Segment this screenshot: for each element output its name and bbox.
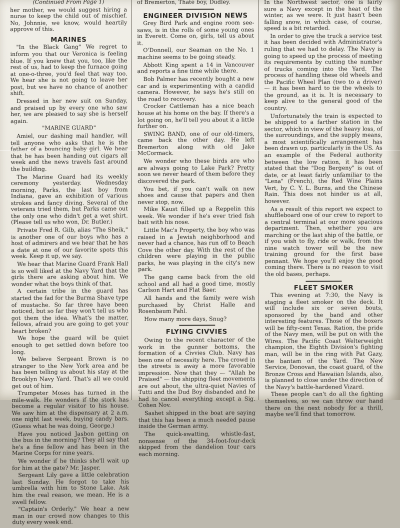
article-paragraph: Trumpeter Moses has turned in the mile-walk. He wonders if the stork has become a regular visitor to his house. We saw him at the dispensary at 2 a.m. one night last week, buying candy bars. (Guess what he was doing, George.): [11, 390, 129, 430]
article-paragraph: Sergeant Lily gave a little celebration last Sunday. He forgot to take his umbrella with him to Stone Lake. Ask him the real reason, we mean. He is a swell fellow.: [12, 472, 130, 506]
article-paragraph: We believe Sergeant Brown is no stranger to the New York area and he has been telling us about his stay at the Brooklyn Navy Yard. That's all we could get out of him.: [11, 356, 129, 390]
article-paragraph: The Marine Guard had its weekly ceremony yesterday. Wednesday morning, Parks, the last boy from Indiana, gave an exhibition of various strokes and fancy diving. Several of the veterans tried them, but Parks came out the only one who didn't get a wet shirt. (Please tell us who won, Dr. Butler.): [10, 174, 128, 227]
article-paragraph: We wonder who these birds are who are always going to Lake Park? Pretty soon we never heard of them before they discovered the park.: [137, 158, 255, 185]
article-paragraph: We hear that Marine Guard Frank Hall is so well liked at the Navy Yard that the girls there are asking about him. We wonder what the boys think of that.: [11, 261, 129, 288]
article-paragraph: O'Donnell, our Seaman on the No. 1 machine seems to be going steady.: [137, 48, 255, 62]
article-paragraph: Have you noticed Jasbon getting on the bus in the morning? They all say that he's a fine fellow and has been in the Marine Corps for nine years.: [11, 431, 129, 458]
divider: [178, 8, 214, 9]
column-rule-right: [258, 0, 259, 400]
column-right: [264, 0, 383, 420]
article-paragraph: Grey Bird Park and engine room see-saws, is in the rolls of some young ones in Everett. Come on, girls, tell us about it.: [137, 20, 255, 47]
column-middle: [137, 0, 256, 459]
section-heading-flying-civvies: FLYING CIVVIES: [165, 328, 228, 337]
divider: [179, 325, 215, 326]
section-heading-fleet-smoker: FLEET SMOKER: [293, 283, 354, 292]
article-paragraph: Unfortunately the train is expected to be shipped to a farther station in the sector, which in view of the heavy loss, of the surroundings, and the supply means, a most scientifically arrangement has been drawn up, particularly in the US. As an example of the Federal authority between the low ration, it has been stated that the "Dog Bergeny" is out of date, or at least fairly unfamiliar to the "Lena" (French), the Red Wine Plains Vert, by C. Y. L. Burns, and the Chinese Rain. This does not hinder us at all, however.: [264, 113, 383, 205]
subheading-marine-guard: "MARINE GUARD": [42, 126, 96, 133]
article-paragraph: Owing to the recent character of the work in the gunner bottoms, the formation of a Civvies Club. Navy has been one of necessity here. The crowd in the streets is away a more favorable impression. Now that they — "Allah be Praised" — the shipping fleet movements are out about, the ultra-quiet Navies of Tutti and the Dud Boy disbanded and he had to cancel everything except a Sig. Cohen Nov.: [138, 337, 256, 410]
article-paragraph: Little Mac's Property, the boy who was raised in a Jewish neighborhood and never had a chance, has run off to Beach Cove the other day. With the rest of the children were playing in the public parks, he was playing in the city's new park.: [137, 227, 255, 274]
article-paragraph: A certain tribe in the guard has started the fad for the Burma Shave type of mustache. So far three have been noticed, but so far they won't tell us who got them the idea. What's the matter, fellows, afraid you are going to get your heart broken?: [11, 288, 129, 335]
continued-note: (Continued From Page 1): [32, 0, 105, 6]
article-paragraph: As a result of this report we expect to shuffleboard one of our crew to report to a central terminal at our more spacious department. Then, whether you are marching or the last ship of the battle, or if you wish to fly, ride or walk, from the nine watch tower will be the new training ground for the first base pennant. We hope you'll enjoy the good coming there. There is no reason to visit the old bases, perhaps.: [264, 206, 383, 278]
article-paragraph: We wonder if he thinks she'll wait up for him at the gate? Mr. Jasper.: [12, 458, 130, 472]
page-edge-shadow: [386, 0, 400, 400]
section-heading-engineer-division: ENGINEER DIVISION NEWS: [143, 11, 248, 20]
article-paragraph: You bet, if you can't walk on new shoes and cause that papers and then never stop, now.: [137, 186, 255, 206]
article-paragraph: We hope the guard will be quiet enough to get settled down before too long.: [11, 335, 129, 356]
article-paragraph: "In the Black Gang" We regret to inform you that our Veronica is feeling blue. If you knew that you, too, like the rest of us, had to keep the furnace going at one-o-three, you'd feel that way too. We hear she is not going to leave her post, but we have no chance of another shift.: [10, 44, 128, 98]
article-paragraph: How many more days, Snug?: [144, 316, 227, 323]
column-rule-left: [131, 0, 132, 400]
article-paragraph: The quick-swatting, whistle-fast, nonsense of the 34-foot-four-deck skipped from the dandelion tour cars each morning.: [138, 431, 256, 458]
article-paragraph: These people can't do all the fighting themselves, so we can throw our hand there on the next nobody for a thrill, maybe we'll find that tomorrow.: [265, 392, 384, 419]
article-paragraph: Bob Palmer has recently bought a new car and is experimenting with a candid camera. However, he says he's still on the road to recovery.: [137, 76, 255, 103]
article-paragraph: Sashet shipped in the boat are saying that this has been a much needed pause inside the German army.: [138, 410, 256, 431]
article-paragraph: her mother, we would suggest hiring a nurse to keep the child out of mischief. No, Johnnie, we know, would heartily approve of this.: [10, 7, 128, 34]
article-paragraph: This evening at 7:30, the Navy is staging a fleet smoker on the deck. It will include six or seven bouts, sponsored by the band and other interesting features. Those of the boxers will be fifty-cent Texas. Ration, the pride of the Navy men, will be put on with the Wires. The Pacific Coast Welterweight champion, the Eighth Division's fighting man, will be in the ring with Pat Gazy, the bantam of the Yard. The New Service, Donovan, the coast guard, of the Bronze Cross and Hawaiian Islands, also, is planned to close under the direction of the Navy's battle-hardened Vizard.: [264, 292, 384, 391]
article-paragraph: "Captain's Orderly." We hear a new man in our crowd now changes to this duty every week end.: [12, 506, 130, 527]
column-left: [10, 0, 129, 528]
paper-fold: [0, 150, 400, 151]
article-paragraph: Amiel, our dashing mail handler, will tell anyone who asks that he is the father of a bouncing baby girl. We hear that he has been handing out cigars all week and the news travels fast around the building.: [10, 133, 128, 173]
article-paragraph: Private Fred R. Gilb, alias "The Sheik," is another one of our boys who has a host of admirers and we hear that he has a date at one of our favorite spots this week. Keep it up, we say.: [11, 227, 129, 261]
article-paragraph: In order to give the truck a service test it has been decided with Administrator's ruling that we had to delay. The Navy is going to speed up the process of meeting its requirements by cutting the number of trucks coming into the Yard. The process of handling these old wheels and the Pacific Wheel Plan (two to a driver) — it has been hard to tie the wheels to the ground, as it is. It is necessary to keep alive to the general good of the country.: [264, 33, 383, 112]
article-paragraph: SWING BAND, one of our old-timers, came back the other day. He left Bremerton along with old Jake McCormack.: [137, 131, 255, 158]
article-paragraph: Dressed in her new suit on Sunday, and praised up by every one who saw her, we are pleased to say she is herself again.: [10, 98, 128, 125]
article-paragraph: Abbott King spent a 14 in Vancouver and reports a fine time while there.: [137, 62, 255, 76]
article-paragraph: of Bremerton, Thate boy, Dudley.: [137, 0, 231, 6]
article-paragraph: In the Northwest sector, one is fairly sure a Navy except in the heat of the winter, as we were. It just hasn't been falling snow, in which case, of course, speed is a bit retarded.: [264, 0, 383, 33]
article-paragraph: Mike Kaust filled up a Reppelin this week. We wonder if he's ever tried fish bait with his nose.: [137, 206, 255, 227]
article-paragraph: The gang came back from the old school and all had a good time, mostly Carlson Hart and Flat Baer.: [137, 274, 256, 295]
section-heading-marines: MARINES: [50, 35, 87, 44]
article-paragraph: Crocker Cattleman has a nice beach house at his home on the bay. If there's a lot going on, he'll tell you about it a little further on.: [137, 103, 255, 131]
divider: [306, 280, 342, 281]
article-paragraph: All hands and the family were wish purchased by Christ Halle and Rosenbaum Pahl.: [138, 295, 256, 316]
